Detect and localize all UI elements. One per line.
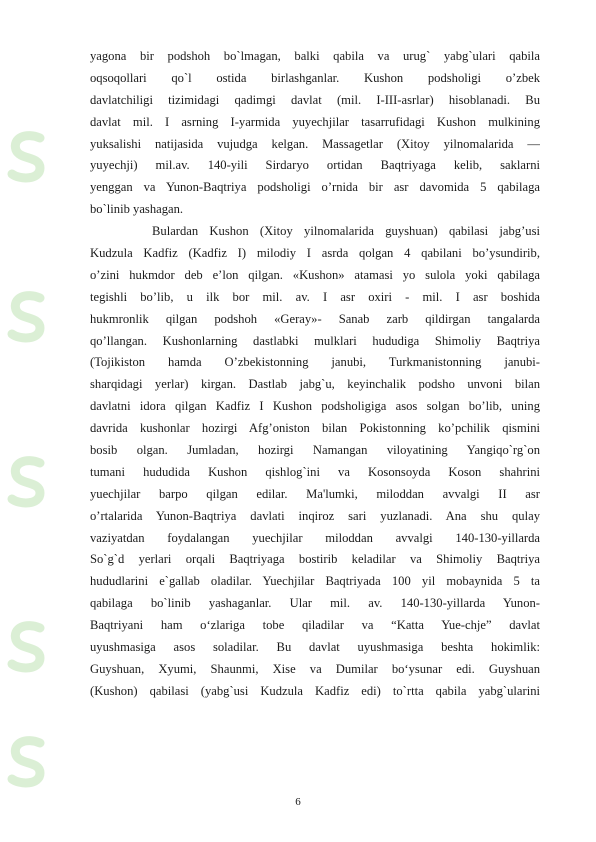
text-line: tumani hududida Kushon qishlog`ini va Kosonsoyda Koson shahrini — [90, 464, 540, 479]
text-line: Bulardan Kushon (Xitoy yilnomalarida guyshuan) qabilasi jabg’usi — [152, 224, 540, 239]
text-line: Kudzula Kadfiz (Kadfiz I) milodiy I asrda qolgan 4 qabilani bo’ysundirib, — [90, 246, 540, 261]
text-line: davlatni idora qilgan Kadfiz I Kushon podsholigiga asos solgan bo’lib, uning — [90, 399, 540, 414]
text-line: davrida kushonlar hozirgi Afg’oniston bilan Pokistonning ko’pchilik qismini — [90, 421, 540, 436]
text-line: hukmronlik qilgan podshoh «Geray»- Sanab zarb qildirgan tangalarda — [90, 311, 540, 326]
text-line: qabilaga bo`linib yashaganlar. Ular mil. av. 140-130-yillarda Yunon- — [90, 596, 540, 611]
text-line: vaziyatdan foydalangan yuechjilar miloddan avvalgi 140-130-yillarda — [90, 530, 540, 545]
text-line: (Tojikiston hamda O’zbekistonning janubi, Turkmanistonning janubi- — [90, 355, 540, 370]
text-line: bosib olgan. Jumladan, hozirgi Namangan viloyatining Yangiqo`rg`on — [90, 443, 540, 458]
text-line: So`g`d yerlari orqali Baqtriyaga bostirib keladilar va Shimoliy Baqtriya — [90, 552, 540, 567]
body-text — [90, 46, 540, 703]
text-line: uyushmasiga asos soladilar. Bu davlat uyushmasiga beshta hokimlik: — [90, 640, 540, 655]
text-line: hududlarini e`gallab oladilar. Yuechjilar Baqtriyada 100 yil mobaynida 5 ta — [90, 574, 540, 589]
watermark-logo-icon — [6, 290, 50, 344]
text-line: o’rtalarida Yunon-Baqtriya davlati inqiroz sari yuzlanadi. Ana shu qulay — [90, 508, 540, 523]
text-line: oqsoqollari qo`l ostida birlashganlar. Kushon podsholigi o’zbek — [90, 70, 540, 85]
text-line: yuechjilar barpo qilgan edilar. Ma'lumki, miloddan avvalgi II asr — [90, 486, 540, 501]
text-line: davlat mil. I asrning I-yarmida yuyechjilar tasarrufidagi Kushon mulkining — [90, 114, 540, 129]
text-line: sharqidagi yerlar) kirgan. Dastlab jabg`u, keyinchalik podsho unvoni bilan — [90, 377, 540, 392]
text-line: tegishli bo’lib, u ilk bor mil. av. I asr oxiri - mil. I asr boshida — [90, 289, 540, 304]
watermark-logo-icon — [6, 455, 50, 509]
watermark-logo-icon — [6, 620, 50, 674]
watermark-logo-icon — [6, 130, 50, 184]
text-line: davlatchiligi tizimidagi qadimgi davlat (mil. I-III-asrlar) hisoblanadi. Bu — [90, 92, 540, 107]
text-line: qo’llangan. Kushonlarning dastlabki mulklari hududiga Shimoliy Baqtriya — [90, 333, 540, 348]
text-line: yagona bir podshoh bo`lmagan, balki qabila va urug` yabg`ulari qabila — [90, 49, 540, 63]
text-line: yenggan va Yunon-Baqtriya podsholigi o’rnida bir asr davomida 5 qabilaga — [90, 180, 540, 195]
text-line: yuyechji) mil.av. 140-yili Sirdaryo ortidan Baqtriyaga kelib, saklarni — [90, 158, 540, 173]
text-line: Guyshuan, Xyumi, Shaunmi, Xise va Dumilar bo‘ysunar edi. Guyshuan — [90, 661, 540, 676]
text-line: yuksalishi natijasida vujudga kelgan. Massagetlar (Xitoy yilnomalarida — — [90, 136, 540, 151]
page-number: 6 — [295, 796, 301, 808]
text-line: Baqtriyani ham o‘zlariga tobe qiladilar va “Katta Yue-chje” davlat — [90, 618, 540, 633]
text-line: o’zini hukmdor deb e’lon qilgan. «Kushon» atamasi yo sulola yoki qabilaga — [90, 267, 540, 282]
text-line: (Kushon) qabilasi (yabg`usi Kudzula Kadfiz edi) to`rtta qabila yabg`ularini — [90, 683, 540, 698]
watermark-logo-icon — [6, 735, 50, 789]
text-line: bo`linib yashagan. — [90, 202, 184, 217]
